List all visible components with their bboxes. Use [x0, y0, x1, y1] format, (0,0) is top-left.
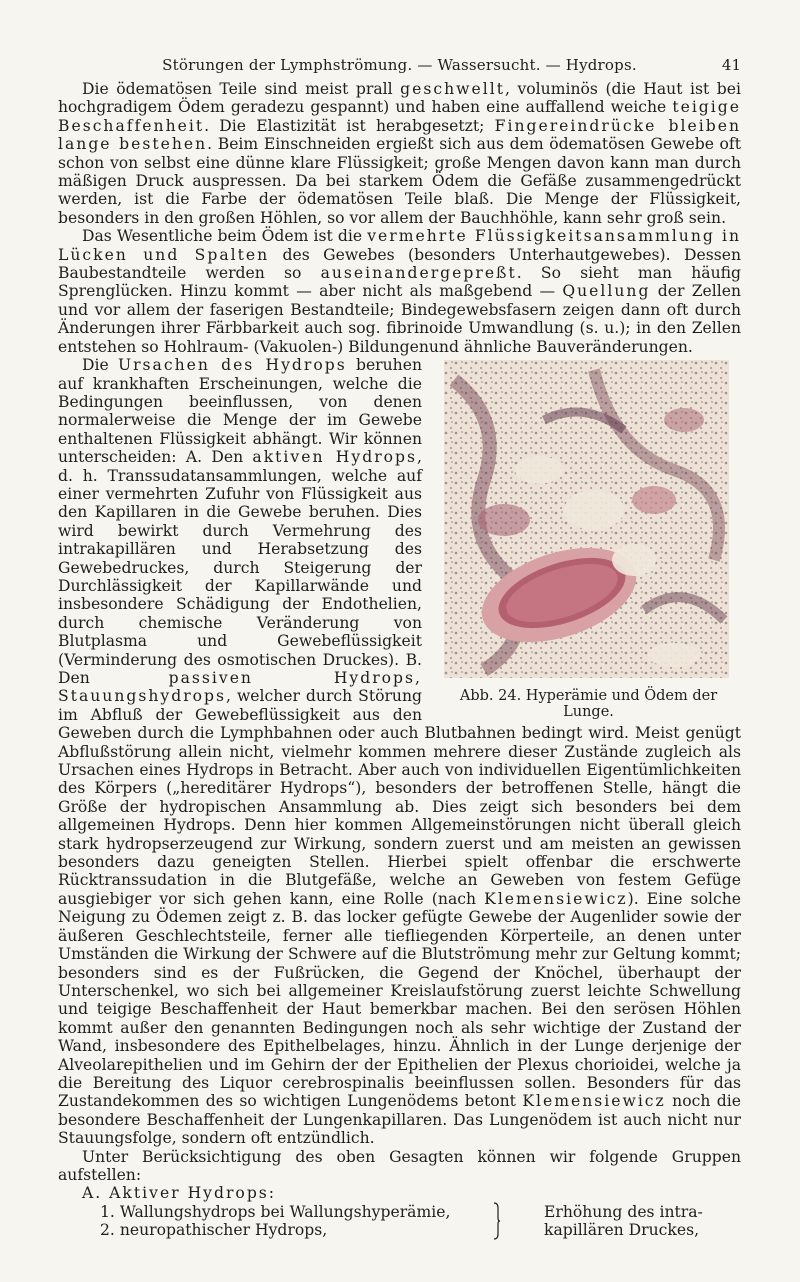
text: , voluminös (die Haut ist bei hochgradigem Ödem geradezu gespannt) und haben eine auffallend weiche	[58, 80, 741, 117]
emphasis: Ursachen des Hydrops	[117, 356, 347, 375]
author-name: Klemensiewicz	[484, 889, 628, 908]
text: , welcher durch Störung im Abfluß der Gewebeflüssigkeit aus den Geweben durch die Lymphbahnen oder auch Blutbahnen bedingt wird. Meist genügt Abflußstörung allein nicht, vielmehr kommen mehrere dieser Zustände zugleich als Ursachen eines Hydrops in Betracht. Aber auch von individuellen Eigentümlichkeiten des Körpers („hereditärer Hydrops“), besonders der betroffenen Stelle, hängt die Größe der hydropischen Ansammlung ab. Dies zeigt sich besonders bei dem allgemeinen Hydrops. Denn hier kommen Allgemeinstörungen nicht überall gleich stark hydropserzeugend zur Wirkung, sondern zuerst und am meisten an gewissen besonders dazu geneigten Stellen. Hierbei spielt offenbar die erschwerte Rücktranssudation in die Blutgefäße, welche an Geweben von festem Gefüge ausgiebiger vor sich gehen kann, eine Rolle (nach	[58, 687, 741, 908]
text: Das Wesentliche beim Ödem ist die	[82, 227, 368, 246]
emphasis: teigige Beschaffenheit	[58, 98, 741, 135]
emphasis: Fingereindrücke bleiben lange bestehen	[58, 116, 741, 154]
emphasis: vermehrte Flüssigkeitsansammlung in Lücken und Spalten	[58, 227, 741, 264]
list-note: Erhöhung des intra-	[544, 1202, 703, 1221]
text: Die	[82, 356, 118, 375]
list-note: kapillären Druckes,	[544, 1221, 700, 1240]
running-title: Störungen der Lymphströmung. — Wassersucht. — Hydrops.	[162, 56, 637, 74]
brace-icon	[492, 1202, 500, 1240]
page	[58, 50, 741, 1282]
text: . Beim Einschneiden ergießt sich aus dem ödematösen Gewebe oft schon von selbst eine dünne klare Flüssigkeit; große Mengen davon kann man durch mäßigen Druck auspressen. Da bei starkem Ödem die Gefäße zusammengedrückt werden, ist die Farbe der ödematösen Teile blaß. Die Menge der Flüssigkeit, besonders in den großen Höhlen, so vor allem der Bauchhöhle, kann sehr groß sein.	[58, 135, 741, 227]
figure-caption: Abb. 24. Hyperämie und Ödem der Lunge.	[459, 688, 718, 721]
text: der Zellen und vor allem der faserigen Bestandteile; Bindegewebsfasern zeigen dann oft durch Änderungen ihrer Färbbarkeit auch sog. fibrinoide Umwandlung (s. u.); in den Zellen entstehen so Hohlraum- (Vakuolen-) Bildungenund ähnliche Bauveränderungen.	[58, 282, 742, 356]
figure-24	[436, 360, 741, 720]
running-header	[58, 50, 741, 80]
text: . Die Elastizität ist herabgesetzt;	[204, 116, 495, 135]
micrograph-lung-image	[444, 360, 729, 678]
paragraph-4: Unter Berücksichtigung des oben Gesagten können wir folgende Gruppen aufstellen:	[58, 1147, 741, 1184]
text: , d. h. Transsudatansammlungen, welche auf einer vermehrten Zufuhr von Flüssigkeit aus den Kapillaren in die Gewebe beruhen. Dies wird bewirkt durch Vermehrung des intrakapillären und Herabsetzung des Gewebedruckes, durch Steigerung der Durchlässigkeit der Kapillarwände und insbesondere Schädigung der Endothelien, durch chemische Veränderung von Blutplasma und Gewebeflüssigkeit (Verminderung des osmotischen Druckes). B. Den	[58, 448, 422, 687]
text: Die ödematösen Teile sind meist prall	[82, 80, 401, 98]
text: . So sieht man häufig Sprenglücken. Hinzu kommt — aber nicht als maßgebend —	[58, 264, 741, 301]
list-item-text: 2. neuropathischer Hydrops,	[100, 1221, 328, 1240]
emphasis: aktiven Hydrops	[252, 448, 418, 467]
text: noch die besondere Beschaffenheit der Lungenkapillaren. Das Lungenödem ist auch nicht nur Stauungsfolge, sondern oft entzündlich.	[58, 1092, 741, 1148]
paragraph-1	[58, 80, 741, 227]
text: ). Eine solche Neigung zu Ödemen zeigt z. B. das locker gefügte Gewebe der Augenlider sowie der äußeren Geschlechtsteile, ferner alle tiefliegenden Körperteile, an denen unter Umständen die Wirkung der Schwere auf die Blutströmung mehr zur Geltung kommt; besonders sind es der Fußrücken, die Gegend der Knöchel, überhaupt der Unterschenkel, wo sich bei allgemeiner Kreislaufstörung zuerst leichte Schwellung und teigige Beschaffenheit der Haut bemerkbar machen. Bei den serösen Höhlen kommt außer den genannten Bedingungen noch als sehr wichtige der Zustand der Wand, insbesondere des Epithelbelages, hinzu. Ähnlich in der Lunge derjenige der Alveolarepithelien und im Gehirn der der Epithelien der Plexus chorioidei, welche ja die Bereitung des Liquor cerebrospinalis beeinflussen sollen. Besonders für das Zustandekommen des so wichtigen Lungenödems betont	[58, 889, 741, 1111]
emphasis: passiven Hydrops, Stauungshydrops	[58, 669, 422, 706]
list-item	[100, 1221, 741, 1239]
list-item-text: 1. Wallungshydrops bei Wallungshyperämie,	[100, 1202, 451, 1221]
micrograph-illustration	[444, 360, 729, 678]
list-item	[100, 1203, 741, 1221]
emphasis: geschwellt	[400, 80, 505, 98]
list-heading: A. Aktiver Hydrops:	[82, 1184, 277, 1203]
text: beruhen auf krankhaften Erscheinungen, welche die Bedingungen beeinflussen, von denen normalerweise die Menge der im Gewebe enthaltenen Flüssigkeit abhängt. Wir können unterscheiden: A. Den	[58, 356, 422, 467]
page-number: 41	[721, 56, 741, 74]
emphasis: Quellung	[562, 282, 651, 301]
emphasis: auseinandergepreßt	[320, 264, 517, 283]
text: des Gewebes (besonders Unterhautgewebes). Dessen Baubestandteile werden so	[58, 245, 741, 283]
paragraph-2	[58, 227, 741, 356]
author-name: Klemensiewicz	[522, 1092, 666, 1111]
